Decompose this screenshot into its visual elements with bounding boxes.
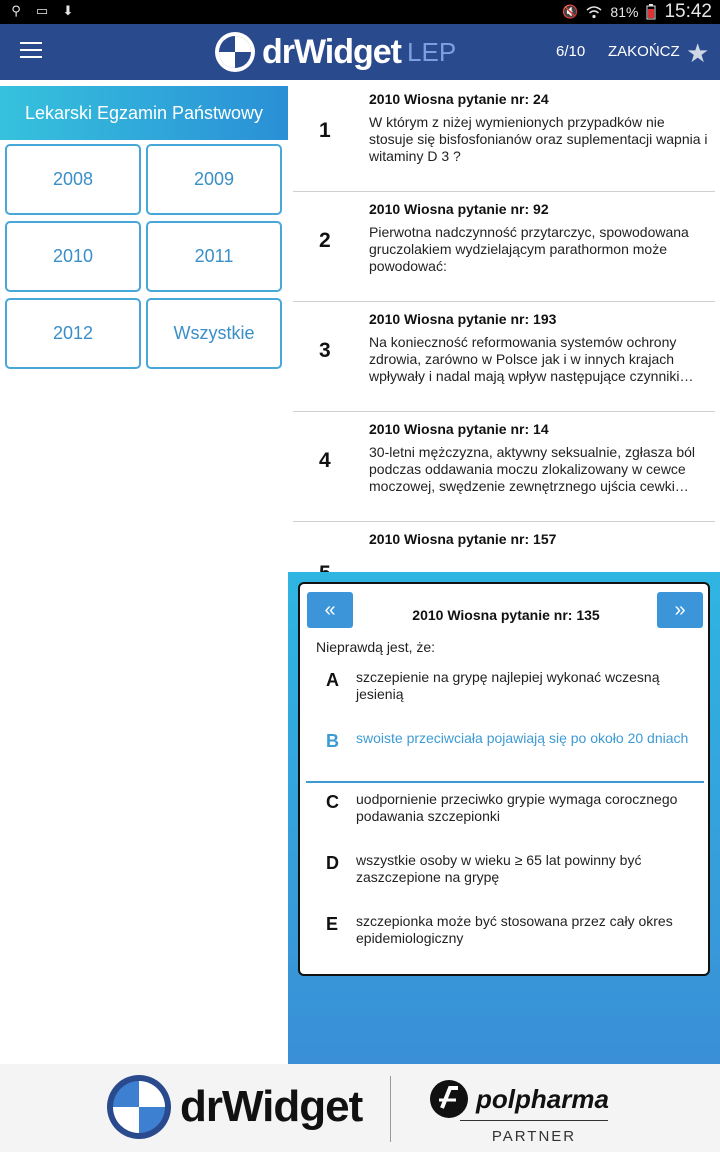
question-number: 4 [319,449,331,472]
answer-option-c[interactable] [306,784,704,844]
question-text: Na konieczność reformowania systemów ochrony zdrowia, zarówno w Polsce jak i w innych krajach wpływały i nadal mają wpływ następujące czynniki… [369,334,694,384]
footer-divider [390,1076,391,1142]
year-button-2008[interactable]: 2008 [5,144,141,215]
question-number: 3 [319,339,331,362]
year-button-2011[interactable]: 2011 [146,221,282,292]
year-button-2009[interactable]: 2009 [146,144,282,215]
answer-letter: C [326,792,339,812]
app-bar [0,24,720,80]
usb-icon: ⚲ [11,3,21,18]
question-card-title: 2010 Wiosna pytanie nr: 135 [412,607,600,623]
answer-letter: D [326,853,339,873]
answer-letter: E [326,914,339,934]
year-button-2010[interactable]: 2010 [5,221,141,292]
next-question-button[interactable]: » [657,592,703,628]
question-title: 2010 Wiosna pytanie nr: 157 [369,531,557,547]
drwidget-logo-icon [214,31,256,73]
brand-name: drWidget [262,32,402,71]
wifi-icon [586,4,602,20]
status-bar [0,0,720,24]
screen-icon: ▭ [35,3,49,18]
battery-icon [646,4,656,20]
question-card [298,582,710,976]
battery-level: 81% [610,4,639,20]
clock: 15:42 [664,1,712,22]
finish-button[interactable]: ZAKOŃCZ [608,43,680,60]
answer-option-e[interactable] [306,906,704,966]
question-progress: 6/10 [556,43,586,60]
question-list-item[interactable] [293,192,715,302]
question-list-item[interactable] [293,302,715,412]
previous-question-button[interactable]: « [307,592,353,628]
answer-text: swoiste przeciwciała pojawiają się po około 20 dniach [356,730,689,746]
question-list-item[interactable] [293,412,715,522]
question-text: W którym z niżej wymienionych przypadków nie stosuje się bisfosfonianów oraz suplementacji wapnia i witaminy D 3 ? [369,114,708,164]
question-number: 2 [319,229,331,252]
brand [214,28,456,76]
footer-brand [106,1074,362,1140]
answer-option-a[interactable] [306,662,704,722]
mute-icon: 🔇 [562,4,579,19]
question-list-item[interactable] [293,82,715,192]
question-text: 30-letni mężczyzna, aktywny seksualnie, zgłasza ból podczas oddawania moczu zlokalizowany w cewce moczowej, swędzenie zewnętrznego ujścia cewki… [369,444,696,494]
question-stem: Nieprawdą jest, że: [316,639,436,655]
year-button-2012[interactable]: 2012 [5,298,141,369]
year-button-all[interactable]: Wszystkie [146,298,282,369]
drwidget-logo-icon [106,1074,172,1140]
partner-label: PARTNER [491,1128,577,1145]
answer-text: wszystkie osoby w wieku ≥ 65 lat powinny być zaszczepione na grypę [356,852,642,885]
question-number: 1 [319,119,331,142]
brand-suffix: LEP [407,36,457,67]
question-title: 2010 Wiosna pytanie nr: 24 [369,91,549,107]
question-title: 2010 Wiosna pytanie nr: 14 [369,421,549,437]
exam-header[interactable]: Lekarski Egzamin Państwowy [0,86,288,140]
partner-name: polpharma [476,1083,609,1114]
answer-text: szczepionka może być stosowana przez cały okres epidemiologiczny [356,913,673,946]
footer-brand-name: drWidget [180,1082,363,1131]
question-text: Pierwotna nadczynność przytarczyc, spowodowana gruczolakiem wydzielającym parathormon może powodować: [369,224,689,274]
question-title: 2010 Wiosna pytanie nr: 92 [369,201,549,217]
answer-option-d[interactable] [306,845,704,905]
answer-text: szczepienie na grypę najlepiej wykonać wczesną jesienią [356,669,660,702]
answer-letter: B [326,731,339,751]
answer-letter: A [326,670,339,690]
star-icon[interactable]: ★ [686,38,710,68]
answer-option-b[interactable] [306,723,704,783]
download-icon: ⬇ [62,3,74,18]
footer [0,1064,720,1152]
menu-icon[interactable] [20,42,42,62]
partner-underline [460,1120,608,1121]
polpharma-logo-icon [428,1078,470,1120]
partner-brand [428,1078,609,1120]
question-title: 2010 Wiosna pytanie nr: 193 [369,311,557,327]
answer-text: uodpornienie przeciwko grypie wymaga corocznego podawania szczepionki [356,791,678,824]
